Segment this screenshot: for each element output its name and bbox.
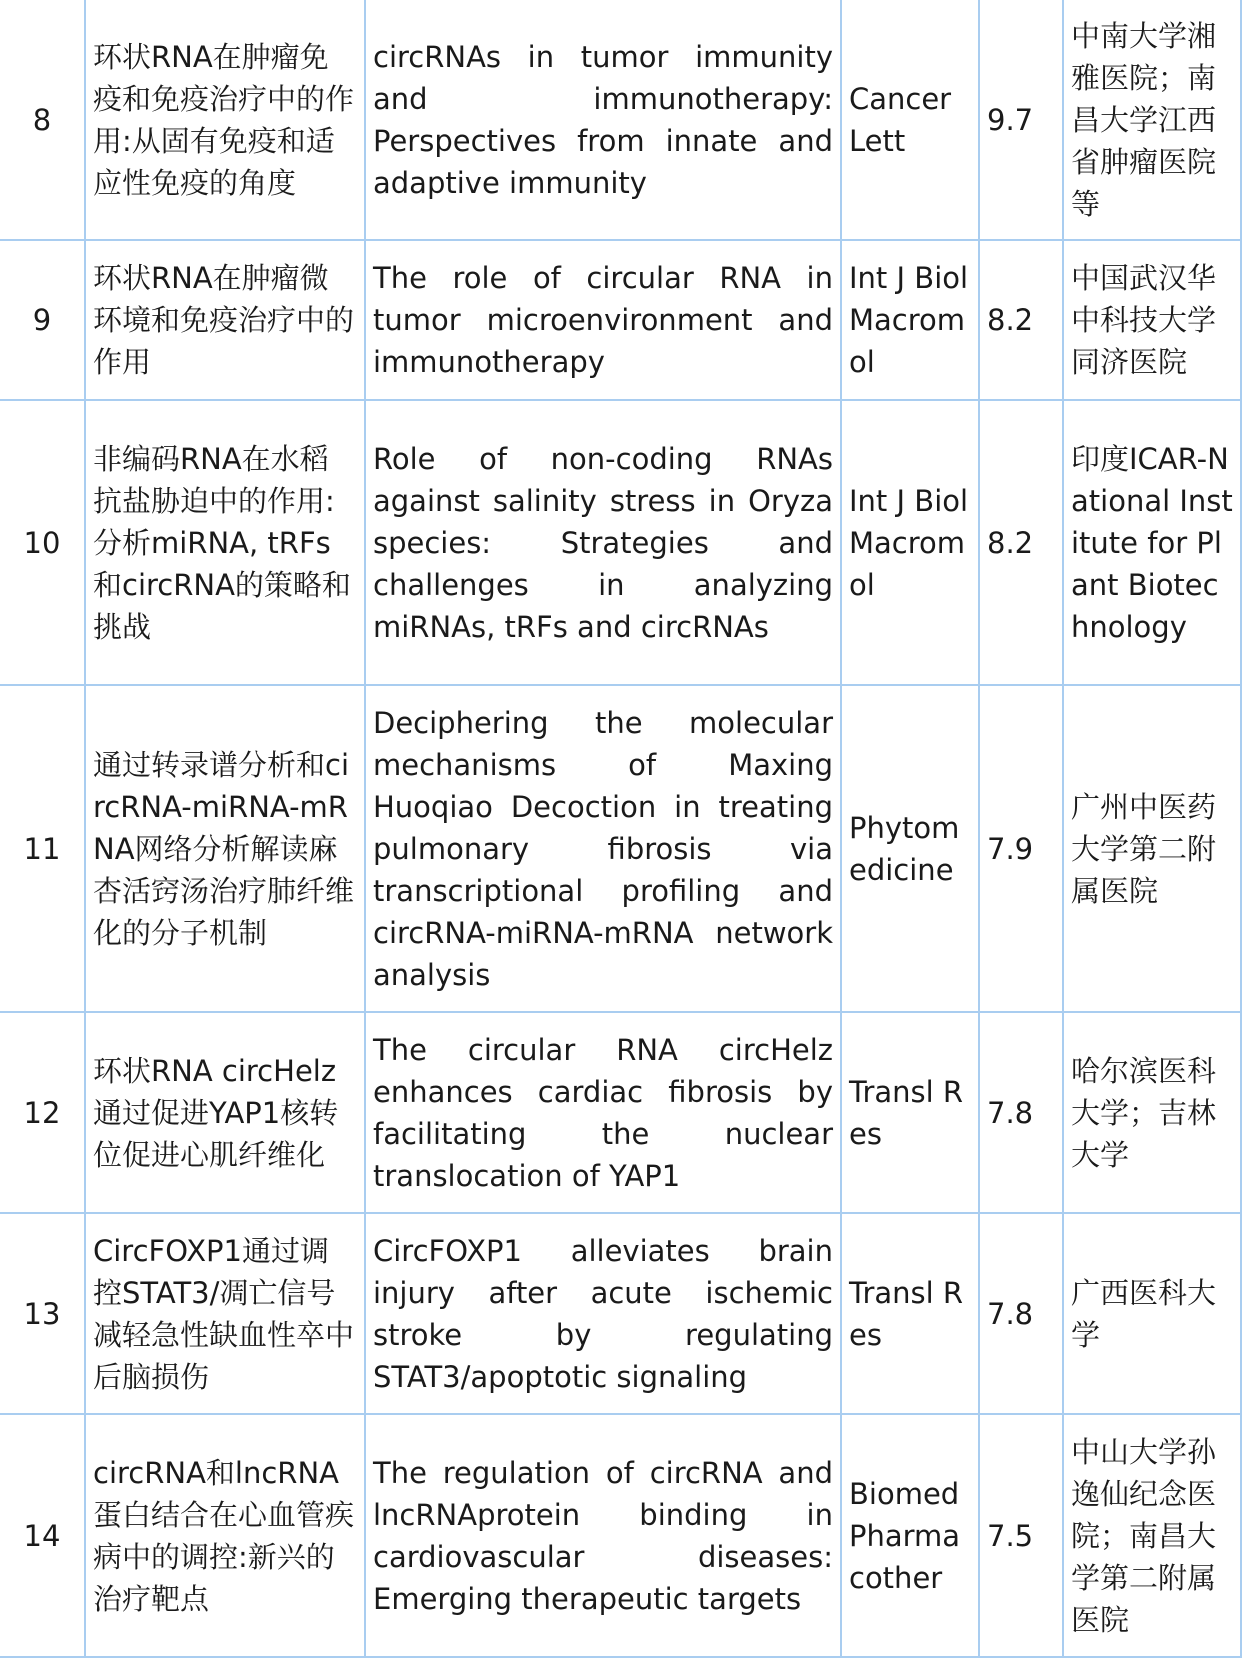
title-chinese: CircFOXP1通过调控STAT3/凋亡信号减轻急性缺血性卒中后脑损伤 [85, 1213, 365, 1414]
table-row [0, 400, 1241, 685]
impact-factor: 7.8 [979, 1213, 1063, 1414]
title-chinese: 环状RNA在肿瘤微环境和免疫治疗中的作用 [85, 240, 365, 400]
journal-name: Transl Res [841, 1012, 979, 1213]
row-number: 8 [0, 0, 85, 240]
table-row [0, 0, 1241, 240]
impact-factor: 9.7 [979, 0, 1063, 240]
title-english: Role of non-coding RNAs against salinity stress in Oryza species: Strategies and challenges in analyzing miRNAs, tRFs and circRNAs [365, 400, 841, 685]
row-number: 9 [0, 240, 85, 400]
title-english: The circular RNA circHelz enhances cardiac fibrosis by facilitating the nuclear translocation of YAP1 [365, 1012, 841, 1213]
row-number: 13 [0, 1213, 85, 1414]
impact-factor: 8.2 [979, 240, 1063, 400]
row-number: 11 [0, 685, 85, 1012]
institution: 印度ICAR-National Institute for Plant Biotechnology [1063, 400, 1241, 685]
row-number: 10 [0, 400, 85, 685]
institution: 广州中医药大学第二附属医院 [1063, 685, 1241, 1012]
institution: 中国武汉华中科技大学同济医院 [1063, 240, 1241, 400]
table-row [0, 240, 1241, 400]
journal-name: Phytomedicine [841, 685, 979, 1012]
row-number: 14 [0, 1414, 85, 1657]
title-english: circRNAs in tumor immunity and immunotherapy: Perspectives from innate and adaptive immunity [365, 0, 841, 240]
title-chinese: circRNA和lncRNA蛋白结合在心血管疾病中的调控:新兴的治疗靶点 [85, 1414, 365, 1657]
journal-name: Int J Biol Macromol [841, 400, 979, 685]
row-number: 12 [0, 1012, 85, 1213]
title-english: The role of circular RNA in tumor microenvironment and immunotherapy [365, 240, 841, 400]
institution: 中南大学湘雅医院；南昌大学江西省肿瘤医院等 [1063, 0, 1241, 240]
table-row [0, 1012, 1241, 1213]
journal-name: Cancer Lett [841, 0, 979, 240]
institution: 广西医科大学 [1063, 1213, 1241, 1414]
journal-name: Biomed Pharmacother [841, 1414, 979, 1657]
title-chinese: 通过转录谱分析和circRNA-miRNA-mRNA网络分析解读麻杏活窍汤治疗肺纤维化的分子机制 [85, 685, 365, 1012]
table-row [0, 1414, 1241, 1657]
title-english: CircFOXP1 alleviates brain injury after acute ischemic stroke by regulating STAT3/apoptotic signaling [365, 1213, 841, 1414]
impact-factor: 7.8 [979, 1012, 1063, 1213]
title-chinese: 环状RNA在肿瘤免疫和免疫治疗中的作用:从固有免疫和适应性免疫的角度 [85, 0, 365, 240]
impact-factor: 8.2 [979, 400, 1063, 685]
journal-name: Int J Biol Macromol [841, 240, 979, 400]
title-english: Deciphering the molecular mechanisms of Maxing Huoqiao Decoction in treating pulmonary fibrosis via transcriptional profiling and circRNA-miRNA-mRNA network analysis [365, 685, 841, 1012]
institution: 哈尔滨医科大学；吉林大学 [1063, 1012, 1241, 1213]
impact-factor: 7.9 [979, 685, 1063, 1012]
institution: 中山大学孙逸仙纪念医院；南昌大学第二附属医院 [1063, 1414, 1241, 1657]
table-row [0, 1213, 1241, 1414]
title-english: The regulation of circRNA and lncRNAprotein binding in cardiovascular diseases: Emerging therapeutic targets [365, 1414, 841, 1657]
title-chinese: 环状RNA circHelz通过促进YAP1核转位促进心肌纤维化 [85, 1012, 365, 1213]
impact-factor: 7.5 [979, 1414, 1063, 1657]
journal-name: Transl Res [841, 1213, 979, 1414]
table-row [0, 685, 1241, 1012]
title-chinese: 非编码RNA在水稻抗盐胁迫中的作用:分析miRNA, tRFs和circRNA的策略和挑战 [85, 400, 365, 685]
